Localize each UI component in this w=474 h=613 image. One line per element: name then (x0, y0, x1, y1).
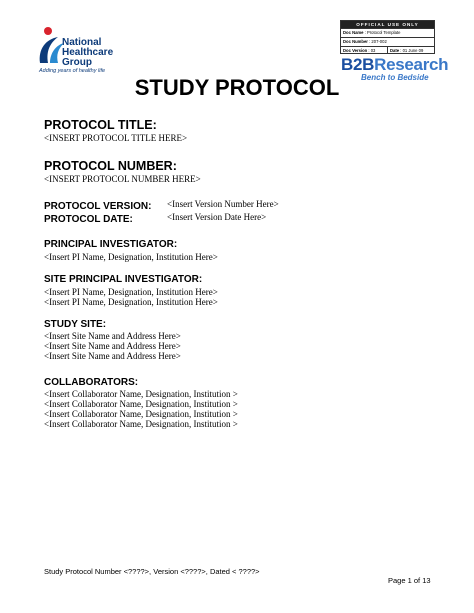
principal-investigator-line: <Insert PI Name, Designation, Institution Here> (44, 252, 218, 262)
doc-version-label: Doc Version (343, 48, 368, 53)
doc-version-value: 03 (370, 48, 376, 53)
b2b-brand: B2B (341, 55, 375, 74)
date-label: Date (390, 48, 400, 53)
page-number: Page 1 of 13 (388, 576, 431, 585)
site-pi-label: SITE PRINCIPAL INVESTIGATOR: (44, 274, 203, 285)
protocol-date-value: <Insert Version Date Here> (167, 212, 267, 222)
study-site-line: <Insert Site Name and Address Here> (44, 351, 181, 361)
document-title: STUDY PROTOCOL (134, 75, 340, 100)
logo-name-line3: Group (62, 57, 92, 68)
protocol-version-value: <Insert Version Number Here> (167, 199, 279, 209)
official-use-box (340, 20, 435, 54)
date-value: 01 June 09 (402, 48, 424, 53)
doc-name-label: Doc Name (343, 30, 364, 35)
doc-version-cell: Doc Version : 03 (341, 47, 388, 53)
protocol-title-value: <INSERT PROTOCOL TITLE HERE> (44, 133, 188, 143)
doc-number-value: 207-002 (371, 39, 387, 44)
principal-investigator-label: PRINCIPAL INVESTIGATOR: (44, 239, 178, 250)
protocol-title-label: PROTOCOL TITLE: (44, 118, 157, 132)
collaborator-line: <Insert Collaborator Name, Designation, Institution > (44, 419, 238, 429)
doc-number-label: Doc Number (343, 39, 368, 44)
collaborator-line: <Insert Collaborator Name, Designation, Institution > (44, 389, 238, 399)
logo-tagline: Adding years of healthy life (39, 68, 106, 74)
study-site-line: <Insert Site Name and Address Here> (44, 341, 181, 351)
date-cell: Date : 01 June 09 (390, 48, 424, 53)
logo-name-line1: National (62, 37, 102, 48)
protocol-date-label: PROTOCOL DATE: (44, 214, 133, 225)
study-site-label: STUDY SITE: (44, 319, 107, 330)
study-site-line: <Insert Site Name and Address Here> (44, 331, 181, 341)
logo-name-line2: Healthcare (62, 47, 114, 58)
doc-name-row: Doc Name : Protocol Template (341, 28, 434, 37)
footer-protocol-info: Study Protocol Number <????>, Version <????>, Dated < ????> (44, 567, 260, 576)
doc-number-row: Doc Number : 207-002 (341, 37, 434, 46)
b2b-research: Research (374, 55, 449, 74)
collaborator-line: <Insert Collaborator Name, Designation, Institution > (44, 399, 238, 409)
protocol-number-value: <INSERT PROTOCOL NUMBER HERE> (44, 174, 201, 184)
protocol-version-label: PROTOCOL VERSION: (44, 201, 152, 212)
protocol-number-label: PROTOCOL NUMBER: (44, 159, 177, 173)
site-pi-line: <Insert PI Name, Designation, Institution Here> (44, 297, 218, 307)
logo-name (62, 38, 113, 68)
collaborator-line: <Insert Collaborator Name, Designation, Institution > (44, 409, 238, 419)
b2b-tagline: Bench to Bedside (361, 73, 429, 82)
b2b-logo (341, 55, 448, 75)
official-use-header: OFFICIAL USE ONLY (341, 21, 434, 28)
collaborators-label: COLLABORATORS: (44, 377, 139, 388)
site-pi-line: <Insert PI Name, Designation, Institution Here> (44, 287, 218, 297)
doc-version-row (341, 46, 434, 53)
doc-name-value: Protocol Template (366, 30, 401, 35)
